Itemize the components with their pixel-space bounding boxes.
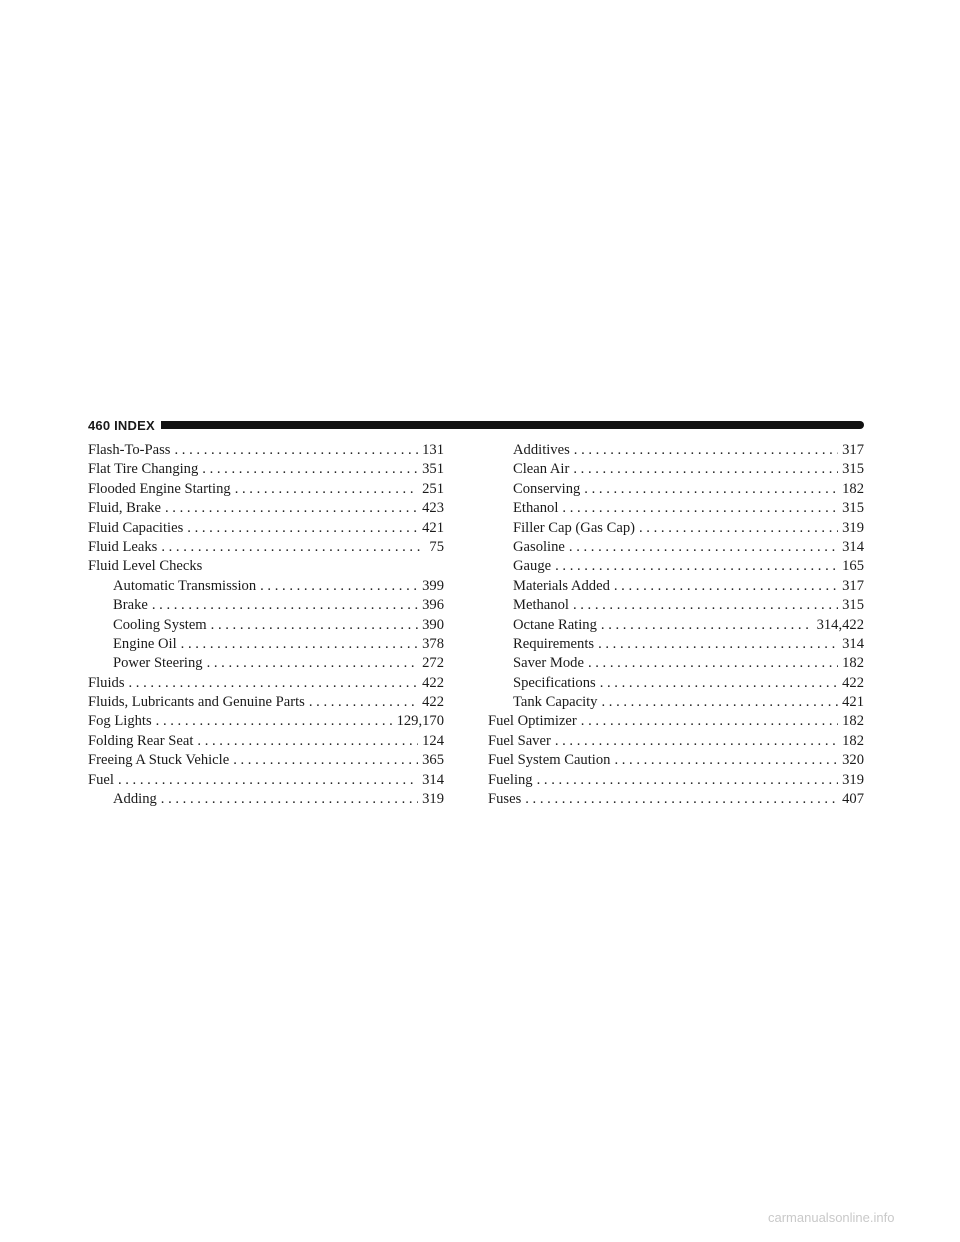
dot-leader xyxy=(614,751,838,770)
dot-leader xyxy=(555,732,838,751)
index-page-number: 320 xyxy=(842,752,864,769)
dot-leader xyxy=(129,674,419,693)
index-entry xyxy=(88,499,444,518)
dot-leader xyxy=(569,538,838,557)
page-header-label: 460 INDEX xyxy=(88,417,155,433)
index-page-number: 131 xyxy=(422,442,444,458)
dot-leader xyxy=(152,596,418,615)
index-entry xyxy=(488,712,864,731)
index-entry xyxy=(488,460,864,479)
index-page-number: 365 xyxy=(422,752,444,769)
index-page-number: 421 xyxy=(842,694,864,711)
index-page-number: 272 xyxy=(422,655,444,672)
dot-leader xyxy=(197,732,418,751)
index-page-number: 124 xyxy=(422,732,444,749)
index-page-number: 399 xyxy=(422,577,444,594)
index-term: Filler Cap (Gas Cap) xyxy=(513,519,635,536)
dot-leader xyxy=(537,771,839,790)
index-entry xyxy=(88,538,444,557)
index-term: Fluid Capacities xyxy=(88,519,184,536)
dot-leader xyxy=(574,441,838,460)
dot-leader xyxy=(598,635,838,654)
index-term: Saver Mode xyxy=(513,655,584,672)
index-entry xyxy=(88,441,444,460)
index-page-number: 314 xyxy=(422,771,444,788)
index-page-number: 319 xyxy=(842,519,864,536)
dot-leader xyxy=(161,790,418,809)
index-term: Fluid Level Checks xyxy=(88,558,203,575)
dot-leader xyxy=(309,693,418,712)
index-page-number: 351 xyxy=(422,461,444,478)
index-entry xyxy=(88,577,444,596)
index-term: Methanol xyxy=(513,597,569,614)
index-entry xyxy=(488,499,864,518)
index-entry xyxy=(88,771,444,790)
index-entry xyxy=(488,790,864,809)
index-term: Fuel xyxy=(88,771,114,788)
index-page-number: 422 xyxy=(842,674,864,691)
index-term: Adding xyxy=(113,791,157,808)
index-page-number: 315 xyxy=(842,500,864,517)
index-page-number: 315 xyxy=(842,461,864,478)
index-entry xyxy=(88,519,444,538)
dot-leader xyxy=(118,771,418,790)
dot-leader xyxy=(581,712,838,731)
index-page-number: 182 xyxy=(842,732,864,749)
index-page-number: 314 xyxy=(842,635,864,652)
index-term: Fluids, Lubricants and Genuine Parts xyxy=(88,694,305,711)
dot-leader xyxy=(588,654,838,673)
index-entry xyxy=(488,732,864,751)
dot-leader xyxy=(584,480,838,499)
dot-leader xyxy=(187,519,418,538)
index-entry xyxy=(88,635,444,654)
index-term: Fuel System Caution xyxy=(488,752,611,769)
index-term: Ethanol xyxy=(513,500,559,517)
index-page-number: 314,422 xyxy=(816,616,864,633)
index-term: Cooling System xyxy=(113,616,207,633)
index-entry xyxy=(488,635,864,654)
index-term: Flat Tire Changing xyxy=(88,461,199,478)
index-page-number: 422 xyxy=(422,674,444,691)
index-term: Fuses xyxy=(488,791,522,808)
index-page-number: 182 xyxy=(842,655,864,672)
dot-leader xyxy=(555,557,838,576)
index-term: Gasoline xyxy=(513,538,565,555)
index-page-number: 319 xyxy=(422,791,444,808)
dot-leader xyxy=(207,654,419,673)
dot-leader xyxy=(639,519,838,538)
index-entry xyxy=(88,557,444,576)
dot-leader xyxy=(161,538,425,557)
index-term: Gauge xyxy=(513,558,552,575)
dot-leader xyxy=(601,693,838,712)
index-term: Tank Capacity xyxy=(513,694,598,711)
index-column-left xyxy=(88,441,444,809)
dot-leader xyxy=(235,480,418,499)
index-term: Additives xyxy=(513,442,570,458)
dot-leader xyxy=(614,577,838,596)
index-entry xyxy=(488,771,864,790)
index-entry xyxy=(88,693,444,712)
index-term: Freeing A Stuck Vehicle xyxy=(88,752,230,769)
index-page-number: 75 xyxy=(429,538,444,555)
index-term: Clean Air xyxy=(513,461,570,478)
index-page-number: 251 xyxy=(422,480,444,497)
index-page-number: 407 xyxy=(842,791,864,808)
index-term: Fluids xyxy=(88,674,125,691)
index-page-number: 129,170 xyxy=(396,713,444,730)
dot-leader xyxy=(202,460,418,479)
index-entry xyxy=(488,616,864,635)
page-header xyxy=(88,417,864,433)
index-term: Engine Oil xyxy=(113,635,177,652)
index-term: Fuel Saver xyxy=(488,732,551,749)
index-page-number: 182 xyxy=(842,713,864,730)
index-entry xyxy=(488,654,864,673)
index-entry xyxy=(488,480,864,499)
index-entry xyxy=(88,480,444,499)
index-term: Power Steering xyxy=(113,655,203,672)
index-entry xyxy=(88,790,444,809)
index-page-number: 182 xyxy=(842,480,864,497)
dot-leader xyxy=(525,790,838,809)
dot-leader xyxy=(562,499,838,518)
index-page-number: 317 xyxy=(842,442,864,458)
index-term: Fluid, Brake xyxy=(88,500,161,517)
index-page-number: 422 xyxy=(422,694,444,711)
index-page-number: 314 xyxy=(842,538,864,555)
index-term: Fueling xyxy=(488,771,533,788)
index-term: Conserving xyxy=(513,480,581,497)
index-page-number: 378 xyxy=(422,635,444,652)
dot-leader xyxy=(233,751,418,770)
dot-leader xyxy=(600,674,838,693)
header-rule xyxy=(161,421,864,429)
index-entry xyxy=(488,674,864,693)
index-term: Materials Added xyxy=(513,577,610,594)
index-term: Folding Rear Seat xyxy=(88,732,194,749)
index-entry xyxy=(488,751,864,770)
watermark: carmanualsonline.info xyxy=(768,1210,895,1225)
dot-leader xyxy=(601,616,813,635)
dot-leader xyxy=(181,635,418,654)
index-page-number: 390 xyxy=(422,616,444,633)
dot-leader xyxy=(175,441,419,460)
index-entry xyxy=(488,596,864,615)
index-entry xyxy=(88,732,444,751)
index-term: Fluid Leaks xyxy=(88,538,158,555)
index-page-number: 421 xyxy=(422,519,444,536)
index-term: Automatic Transmission xyxy=(113,577,257,594)
index-entry xyxy=(88,712,444,731)
index-column-right xyxy=(488,441,864,809)
index-entry xyxy=(88,616,444,635)
index-term: Brake xyxy=(113,597,148,614)
index-term: Fuel Optimizer xyxy=(488,713,577,730)
index-page-number: 165 xyxy=(842,558,864,575)
dot-leader xyxy=(573,596,838,615)
index-term: Flooded Engine Starting xyxy=(88,480,231,497)
index-entry xyxy=(488,538,864,557)
index-entry xyxy=(88,654,444,673)
index-page-number: 319 xyxy=(842,771,864,788)
index-term: Octane Rating xyxy=(513,616,597,633)
index-entry xyxy=(88,460,444,479)
dot-leader xyxy=(573,460,838,479)
index-entry xyxy=(488,441,864,460)
index-page-number: 396 xyxy=(422,597,444,614)
index-page-number: 423 xyxy=(422,500,444,517)
dot-leader xyxy=(211,616,418,635)
index-entry xyxy=(88,674,444,693)
index-term: Fog Lights xyxy=(88,713,152,730)
dot-leader xyxy=(156,712,393,731)
index-entry xyxy=(88,596,444,615)
dot-leader xyxy=(165,499,418,518)
index-page-number: 317 xyxy=(842,577,864,594)
index-entry xyxy=(488,693,864,712)
index-term: Requirements xyxy=(513,635,595,652)
index-page-number: 315 xyxy=(842,597,864,614)
index-entry xyxy=(88,751,444,770)
index-entry xyxy=(488,577,864,596)
index-term: Specifications xyxy=(513,674,596,691)
dot-leader xyxy=(260,577,418,596)
index-entry xyxy=(488,557,864,576)
index-entry xyxy=(488,519,864,538)
index-term: Flash-To-Pass xyxy=(88,442,171,458)
